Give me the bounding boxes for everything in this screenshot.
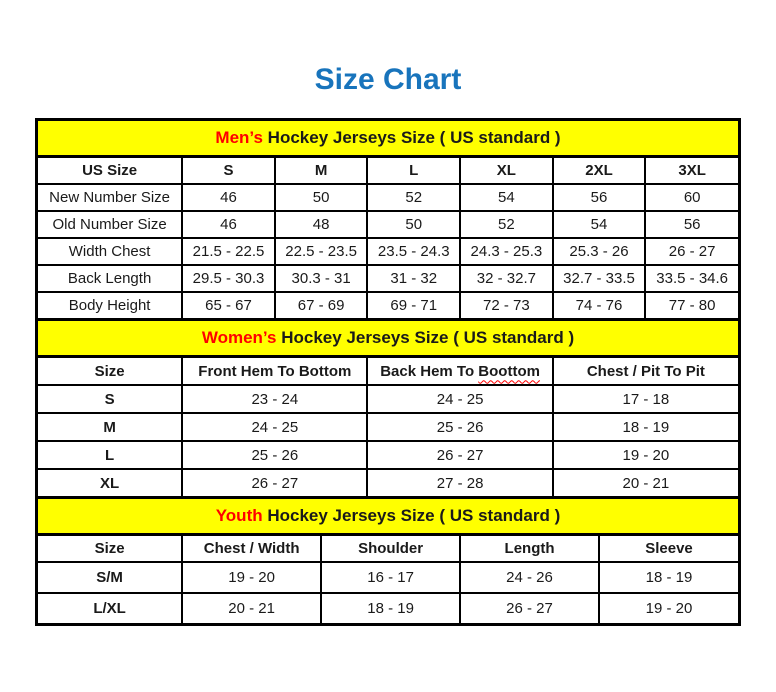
col-header-cell: XL <box>460 158 553 184</box>
row-label-cell: S/M <box>38 562 182 593</box>
row-label-cell: New Number Size <box>38 184 182 211</box>
value-cell: 56 <box>553 184 646 211</box>
value-cell: 50 <box>275 184 368 211</box>
value-cell: 31 - 32 <box>367 265 460 292</box>
table-row <box>38 184 738 211</box>
value-cell: 32.7 - 33.5 <box>553 265 646 292</box>
table-row <box>38 441 738 469</box>
col-header-cell: M <box>275 158 368 184</box>
value-cell: 22.5 - 23.5 <box>275 238 368 265</box>
row-label-cell: Body Height <box>38 292 182 318</box>
value-cell: 17 - 18 <box>553 385 738 413</box>
row-label-cell: Width Chest <box>38 238 182 265</box>
value-cell: 54 <box>460 184 553 211</box>
table-row <box>38 562 738 593</box>
table-row <box>38 292 738 318</box>
mens-banner-highlight: Men’s <box>215 128 263 147</box>
table-row <box>38 413 738 441</box>
mens-banner-text: Hockey Jerseys Size ( US standard ) <box>262 128 561 147</box>
youth-banner-highlight: Youth <box>215 506 263 525</box>
value-cell: 50 <box>367 211 460 238</box>
value-cell: 27 - 28 <box>367 469 552 496</box>
value-cell: 18 - 19 <box>321 593 460 623</box>
col-header-cell <box>367 358 552 385</box>
mens-header-row <box>38 158 738 184</box>
womens-size-table <box>38 358 738 496</box>
value-cell: 32 - 32.7 <box>460 265 553 292</box>
col-header-cell: Front Hem To Bottom <box>182 358 367 385</box>
value-cell: 29.5 - 30.3 <box>182 265 275 292</box>
row-label-cell: Old Number Size <box>38 211 182 238</box>
value-cell: 26 - 27 <box>645 238 738 265</box>
value-cell: 16 - 17 <box>321 562 460 593</box>
row-label-cell: Back Length <box>38 265 182 292</box>
table-row <box>38 385 738 413</box>
col-header-cell: Sleeve <box>599 536 738 562</box>
value-cell: 25 - 26 <box>367 413 552 441</box>
womens-section-banner <box>38 318 738 358</box>
row-label-cell: XL <box>38 469 182 496</box>
value-cell: 72 - 73 <box>460 292 553 318</box>
table-row <box>38 469 738 496</box>
value-cell: 26 - 27 <box>182 469 367 496</box>
col-header-text: Back Hem To <box>380 362 479 380</box>
value-cell: 52 <box>367 184 460 211</box>
value-cell: 30.3 - 31 <box>275 265 368 292</box>
value-cell: 23.5 - 24.3 <box>367 238 460 265</box>
value-cell: 48 <box>275 211 368 238</box>
womens-banner-text: Hockey Jerseys Size ( US standard ) <box>276 328 575 347</box>
misspelled-word: Boottom <box>478 362 540 380</box>
value-cell: 74 - 76 <box>553 292 646 318</box>
value-cell: 24 - 25 <box>182 413 367 441</box>
value-cell: 21.5 - 22.5 <box>182 238 275 265</box>
value-cell: 23 - 24 <box>182 385 367 413</box>
value-cell: 25 - 26 <box>182 441 367 469</box>
value-cell: 25.3 - 26 <box>553 238 646 265</box>
value-cell: 67 - 69 <box>275 292 368 318</box>
value-cell: 69 - 71 <box>367 292 460 318</box>
value-cell: 60 <box>645 184 738 211</box>
value-cell: 19 - 20 <box>553 441 738 469</box>
youth-size-table <box>38 536 738 623</box>
value-cell: 24 - 25 <box>367 385 552 413</box>
value-cell: 33.5 - 34.6 <box>645 265 738 292</box>
row-label-cell: S <box>38 385 182 413</box>
value-cell: 26 - 27 <box>460 593 599 623</box>
col-header-cell: Size <box>38 358 182 385</box>
value-cell: 19 - 20 <box>182 562 321 593</box>
youth-section-banner <box>38 496 738 536</box>
size-chart-table <box>35 118 741 626</box>
value-cell: 77 - 80 <box>645 292 738 318</box>
value-cell: 19 - 20 <box>599 593 738 623</box>
page-title: Size Chart <box>314 63 462 96</box>
row-label-cell: L <box>38 441 182 469</box>
value-cell: 56 <box>645 211 738 238</box>
col-header-cell: Chest / Pit To Pit <box>553 358 738 385</box>
table-row <box>38 265 738 292</box>
value-cell: 18 - 19 <box>599 562 738 593</box>
table-row <box>38 211 738 238</box>
col-header-cell: US Size <box>38 158 182 184</box>
col-header-cell: S <box>182 158 275 184</box>
value-cell: 20 - 21 <box>182 593 321 623</box>
row-label-cell: M <box>38 413 182 441</box>
value-cell: 26 - 27 <box>367 441 552 469</box>
mens-section-banner <box>38 121 738 158</box>
value-cell: 24.3 - 25.3 <box>460 238 553 265</box>
mens-size-table <box>38 158 738 318</box>
youth-header-row <box>38 536 738 562</box>
col-header-cell: L <box>367 158 460 184</box>
table-row <box>38 593 738 623</box>
youth-banner-text: Hockey Jerseys Size ( US standard ) <box>262 506 561 525</box>
value-cell: 65 - 67 <box>182 292 275 318</box>
value-cell: 46 <box>182 184 275 211</box>
value-cell: 18 - 19 <box>553 413 738 441</box>
col-header-cell: Chest / Width <box>182 536 321 562</box>
col-header-cell: 2XL <box>553 158 646 184</box>
value-cell: 52 <box>460 211 553 238</box>
table-row <box>38 238 738 265</box>
row-label-cell: L/XL <box>38 593 182 623</box>
col-header-cell: 3XL <box>645 158 738 184</box>
value-cell: 54 <box>553 211 646 238</box>
col-header-cell: Length <box>460 536 599 562</box>
value-cell: 46 <box>182 211 275 238</box>
womens-header-row <box>38 358 738 385</box>
value-cell: 20 - 21 <box>553 469 738 496</box>
womens-banner-highlight: Women’s <box>201 328 277 347</box>
col-header-cell: Shoulder <box>321 536 460 562</box>
col-header-cell: Size <box>38 536 182 562</box>
value-cell: 24 - 26 <box>460 562 599 593</box>
